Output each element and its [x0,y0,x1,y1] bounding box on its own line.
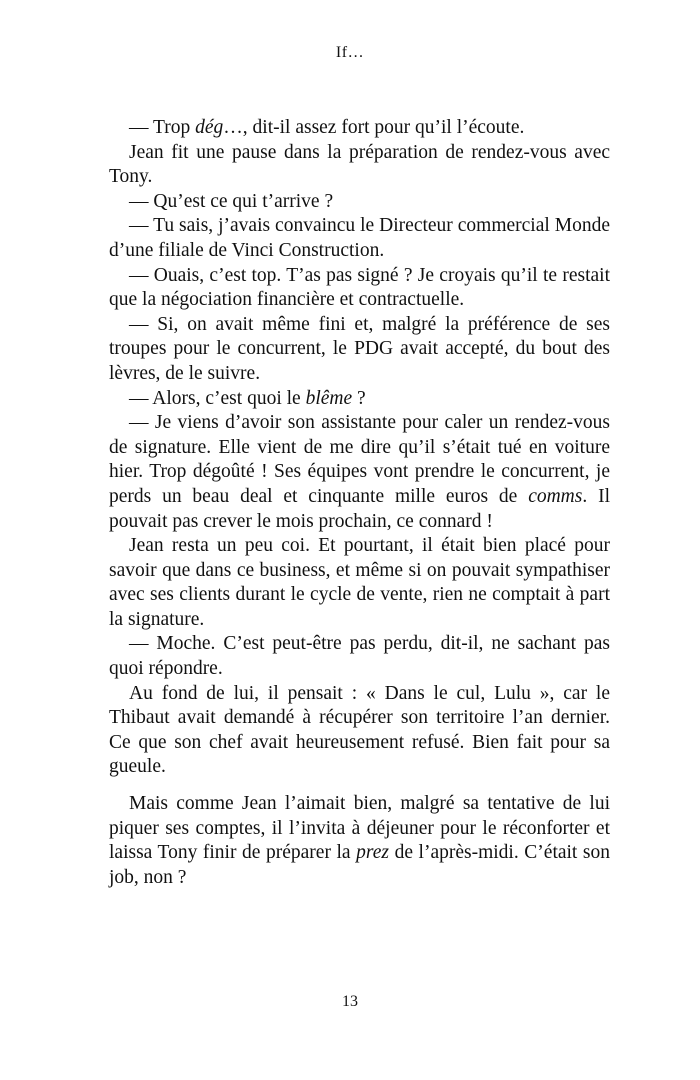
paragraph: Jean fit une pause dans la préparation de rendez-vous avec Tony. [109,141,610,188]
paragraph: Mais comme Jean l’aimait bien, malgré sa tentative de lui piquer ses comptes, il l’invita à déjeuner pour le réconforter et laissa Tony finir de préparer la prez de l’après-midi. C’était son job, non ? [109,793,610,888]
italic-word: dég [195,117,224,138]
running-head: If… [335,44,365,61]
italic-word: comms [528,485,583,507]
body-text [109,116,610,890]
paragraph: — Qu’est ce qui t’arrive ? [129,190,334,212]
italic-word: prez [356,842,390,864]
paragraph: — Si, on avait même fini et, malgré la préférence de ses troupes pour le concurrent, le PDG avait accepté, du bout des lèvres, de le suivre. [109,313,610,384]
paragraph: — Moche. C’est peut-être pas perdu, dit-il, ne sachant pas quoi répondre. [109,633,610,680]
paragraph: — Je viens d’avoir son assistante pour caler un rendez-vous de signature. Elle vient de me dire qu’il s’était tué en voiture hier. Trop dégoûté ! Ses équipes vont prendre le concurrent, je perds un beau deal et cinquante mille euros de comms. Il pouvait pas crever le mois prochain, ce connard ! [109,412,610,532]
paragraph: — Trop dég…, dit-il assez fort pour qu’il l’écoute. [129,117,525,138]
page-number: 13 [342,993,358,1010]
paragraph: — Tu sais, j’avais convaincu le Directeur commercial Monde d’une filiale de Vinci Construction. [109,215,610,261]
paragraph: Au fond de lui, il pensait : « Dans le cul, Lulu », car le Thibaut avait demandé à récupérer son territoire l’an dernier. Ce que son chef avait heureusement refusé. Bien fait pour sa gueule. [109,682,610,778]
paragraph: Jean resta un peu coi. Et pourtant, il était bien placé pour savoir que dans ce business, et même si on pouvait sympathiser avec ses clients durant le cycle de vente, rien ne comptait à part la signature. [109,535,610,630]
paragraph: — Ouais, c’est top. T’as pas signé ? Je croyais qu’il te restait que la négociation financière et contractuelle. [109,264,610,311]
paragraph: — Alors, c’est quoi le blême ? [129,387,366,409]
italic-word: blême [305,387,353,409]
